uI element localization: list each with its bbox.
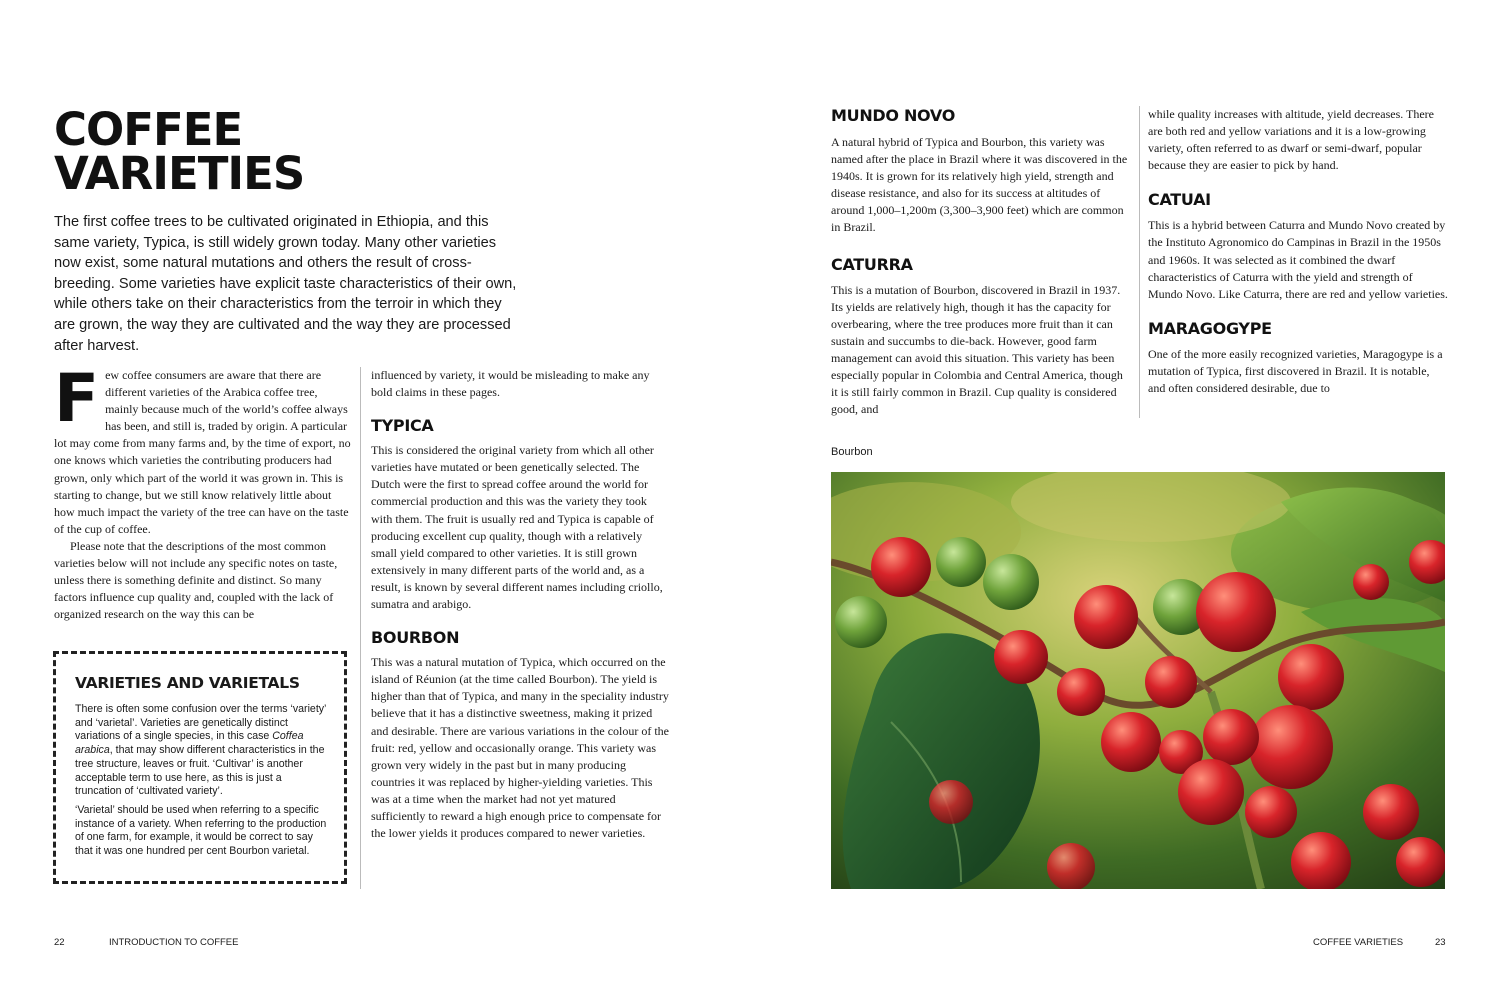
catuai-text: This is a hybrid between Caturra and Mundo Novo created by the Instituto Agronomico do Campinas in Brazil in the 1950s and 1960s. It was selected as it combined the dwarf characteristics of Caturra with the yield and strength of Mundo Novo. Like Caturra, there are red and yellow varieties. bbox=[1148, 218, 1448, 301]
caturra-heading: CATURRA bbox=[831, 254, 913, 274]
sidebar-p1-text: There is often some confusion over the terms ‘variety’ and ‘varietal’. Varieties are genetically distinct variations of a single species, in this case bbox=[75, 703, 327, 743]
left-column-2 bbox=[371, 367, 670, 842]
caturra-text-continued: while quality increases with altitude, yield decreases. There are both red and yellow variations and it is a low-growing variety, often referred to as dwarf or semi-dwarf, popular because they are easier to pick by hand. bbox=[1148, 107, 1435, 173]
opening-paragraph bbox=[54, 360, 352, 538]
column-divider bbox=[360, 367, 361, 889]
sidebar-box bbox=[53, 651, 347, 884]
sidebar-paragraph-2: ‘Varietal’ should be used when referring to a specific instance of a variety. When referring to the production of one farm, for example, it would be correct to say that it was one hundred per cent Bourbon varietal. bbox=[75, 804, 327, 858]
mundo-novo-heading: MUNDO NOVO bbox=[831, 106, 956, 125]
bourbon-heading: BOURBON bbox=[371, 628, 460, 648]
running-head-left: INTRODUCTION TO COFFEE bbox=[109, 937, 239, 948]
coffee-cherries-illustration bbox=[831, 472, 1445, 889]
typica-text: This is considered the original variety from which all other varieties have mutated or been genetically selected. The Dutch were the first to spread coffee around the world for commercial production and this was the variety they took with them. The fruit is usually red and Typica is capable of producing excellent cup quality, though with a relatively small yield compared to other varieties. It is still grown extensively in many different parts of the world and, as a result, is known by several different names including criollo, sumatra and arabigo. bbox=[371, 443, 663, 612]
intro-paragraph: The first coffee trees to be cultivated originated in Ethiopia, and this same variety, Typica, is still widely grown today. Many other varieties now exist, some natural mutations and others the result of cross-breeding. Some varieties have explicit taste characteristics of their own, while others take on their characteristics from the terroir in which they are grown, the way they are cultivated and the way they are processed after harvest. bbox=[54, 214, 517, 354]
photo-caption: Bourbon bbox=[831, 446, 873, 458]
bourbon-text: This was a natural mutation of Typica, which occurred on the island of Réunion (at the time called Bourbon). The yield is higher than that of Typica, and many in the speciality industry believe that it has a distinctive sweetness, making it prized and desirable. There are various variations in the colour of the fruit: red, yellow and occasionally orange. This variety was grown very widely in the past but in many producing countries it was replaced by higher-yielding varieties. This was at a time when the market had not yet matured sufficiently to reward a high enough price to compensate for the lower yields it produces compared to newer varieties. bbox=[371, 655, 670, 841]
coffee-cherries-photo bbox=[831, 472, 1445, 889]
mundo-novo-text: A natural hybrid of Typica and Bourbon, this variety was named after the place in Brazil where it was discovered in the 1940s. It is grown for its relatively high yield, strength and disease resistance, and also for its success at altitudes of around 1,000–1,200m (3,300–3,900 feet) which are common in Brazil. bbox=[831, 135, 1128, 235]
running-head-right: COFFEE VARIETIES bbox=[1313, 937, 1404, 948]
sidebar-heading: VARIETIES AND VARIETALS bbox=[75, 674, 300, 692]
typica-heading: TYPICA bbox=[371, 416, 434, 436]
title-line-2: VARIETIES bbox=[54, 147, 305, 200]
species-name: Coffea arabica bbox=[75, 730, 304, 757]
right-column-1 bbox=[831, 134, 1131, 418]
page-number-left: 22 bbox=[54, 937, 65, 948]
maragogype-heading: MARAGOGYPE bbox=[1148, 318, 1272, 338]
note-paragraph: Please note that the descriptions of the most common varieties below will not include any specific notes on taste, unless there is something definite and distinct. So many factors influence cup quality and, coupled with the lack of organized research on the way this can be bbox=[54, 538, 338, 622]
drop-cap: F bbox=[54, 360, 100, 437]
page-title bbox=[54, 103, 474, 200]
catuai-heading: CATUAI bbox=[1148, 190, 1211, 210]
title-line-1: COFFEE bbox=[54, 103, 243, 156]
sidebar-paragraph-1 bbox=[75, 703, 327, 799]
sidebar-p1-text-end: , that may show different characteristics in the tree structure, leaves or fruit. ‘Cultivar’ is another acceptable term to use here, as this is just a truncation of ‘cultivated variety’. bbox=[75, 744, 325, 798]
maragogype-text: One of the more easily recognized varieties, Maragogype is a mutation of Typica, first discovered in Brazil. It is notable, and often considered desirable, due to bbox=[1148, 346, 1443, 396]
column-divider-right bbox=[1139, 106, 1140, 418]
note-paragraph-continued: influenced by variety, it would be misleading to make any bold claims in these pages. bbox=[371, 368, 650, 400]
caturra-text: This is a mutation of Bourbon, discovered in Brazil in 1937. Its yields are relatively high, though it has the capacity for overbearing, where the tree produces more fruit than it can sustain and succumbs to die-back. However, good farm management can avoid this situation. This variety has been especially popular in Colombia and Central America, though it is still fairly common in Brazil. Cup quality is considered good, and bbox=[831, 282, 1123, 417]
page-number-right: 23 bbox=[1435, 937, 1446, 948]
right-column-2 bbox=[1148, 106, 1448, 397]
opening-text: ew coffee consumers are aware that there are different varieties of the Arabica coffee tree, mainly because much of the world’s coffee always has been, and still is, traded by origin. A particular lot may come from many farms and, by the time of export, no one knows which varieties the contributing producers had grown, only which part of the world it was grown in. This is starting to change, but we still know relatively little about how much impact the variety of the tree can have on the taste of the cup of coffee. bbox=[54, 368, 351, 536]
left-column-1 bbox=[54, 360, 352, 623]
